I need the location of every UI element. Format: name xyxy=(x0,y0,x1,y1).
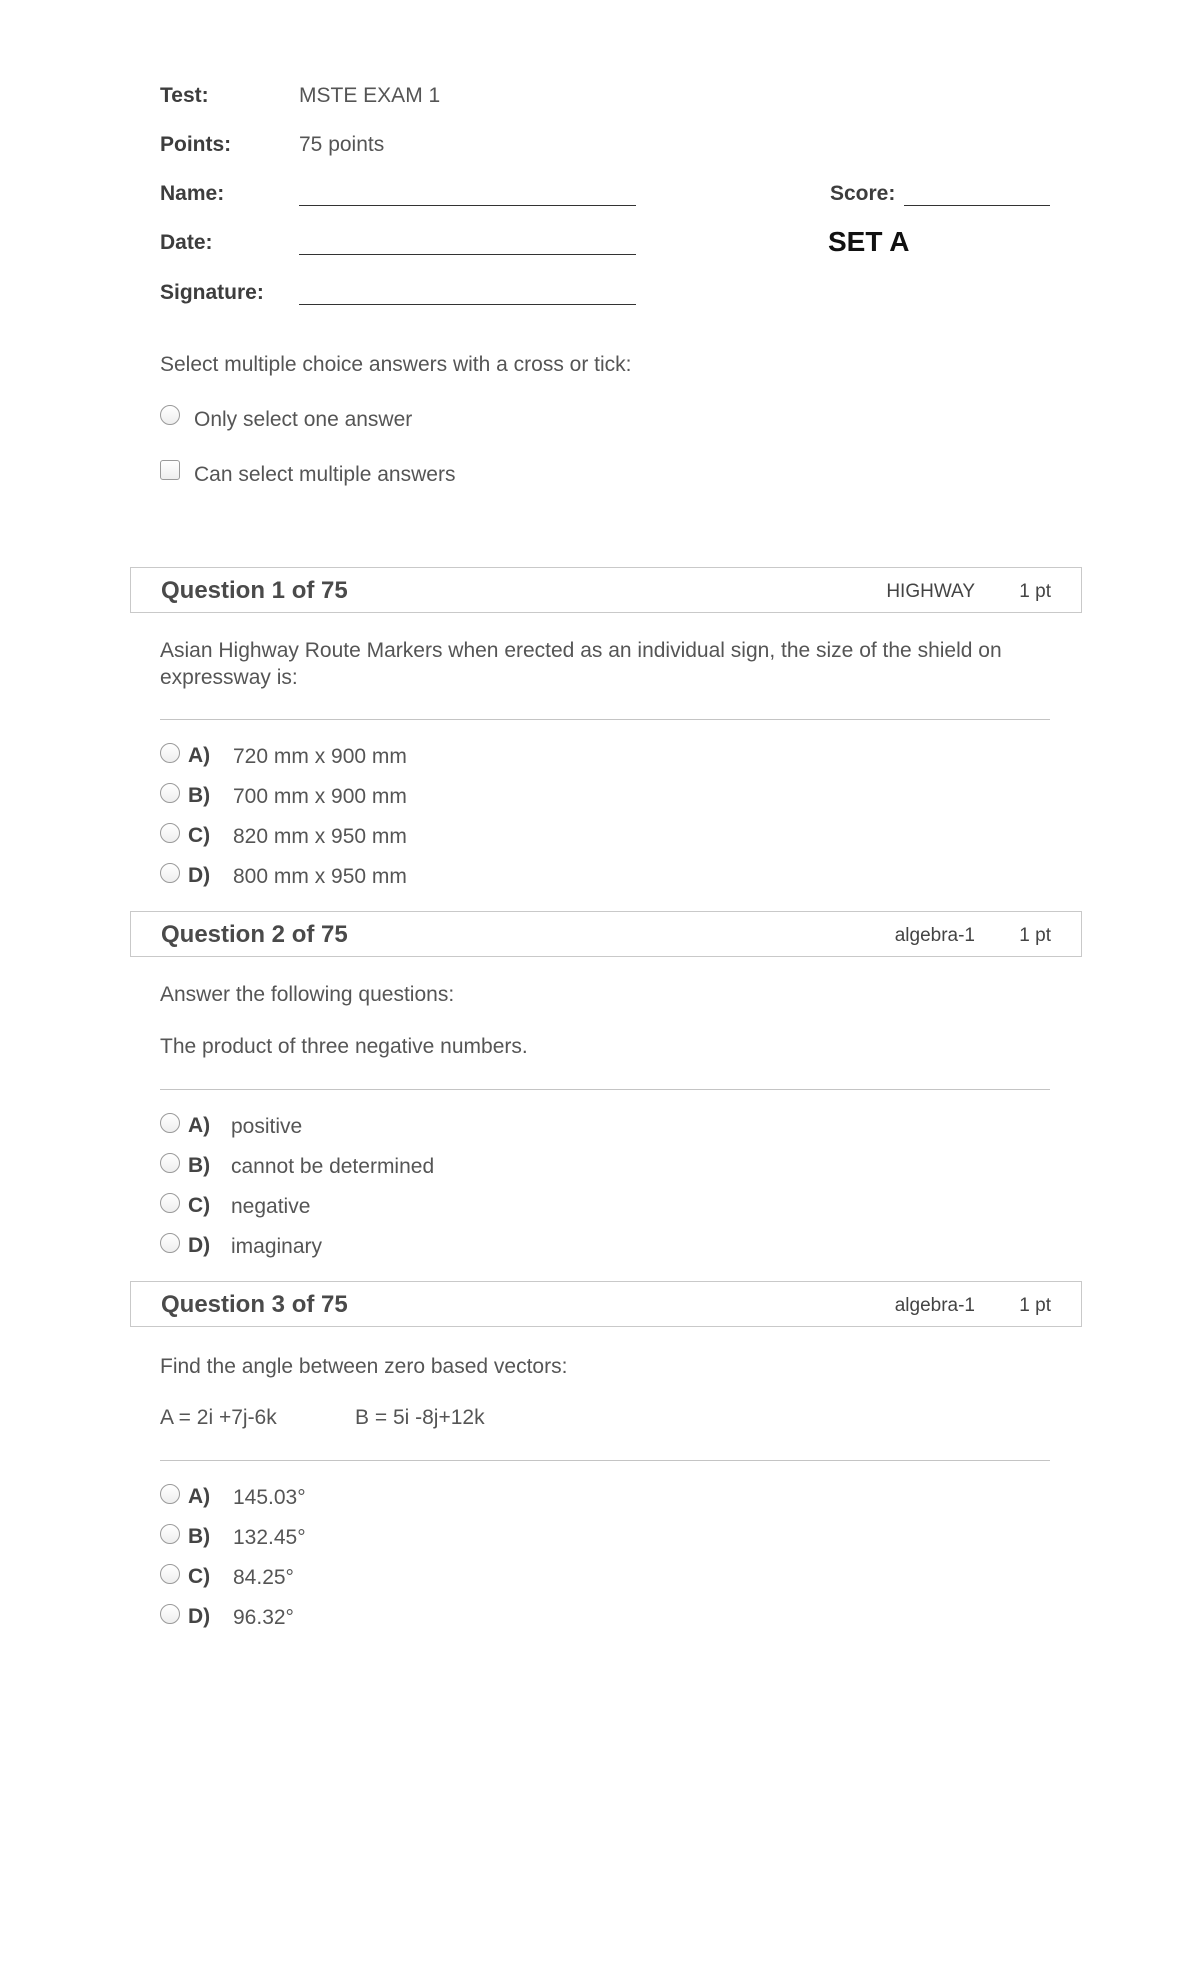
question-header xyxy=(130,567,1082,613)
date-line[interactable] xyxy=(299,254,636,255)
instructions-text: Select multiple choice answers with a cross or tick: xyxy=(160,353,632,376)
answer-radio-d[interactable] xyxy=(160,863,180,883)
option-letter: A) xyxy=(188,1485,211,1508)
option-text: 132.45° xyxy=(233,1526,306,1549)
option-letter: B) xyxy=(188,1154,211,1177)
option-text: 145.03° xyxy=(233,1486,306,1509)
option-letter: A) xyxy=(188,1114,211,1137)
signature-line[interactable] xyxy=(299,304,636,305)
option-letter: B) xyxy=(188,1525,211,1548)
question-category: algebra-1 xyxy=(894,1295,975,1316)
option-text: 800 mm x 950 mm xyxy=(233,865,407,888)
option-text: 820 mm x 950 mm xyxy=(233,825,407,848)
question-title: Question 3 of 75 xyxy=(161,1291,348,1318)
answer-radio-c[interactable] xyxy=(160,1193,180,1213)
question-points: 1 pt xyxy=(1019,1295,1051,1316)
option-text: 84.25° xyxy=(233,1566,294,1589)
answer-radio-d[interactable] xyxy=(160,1604,180,1624)
option-text: imaginary xyxy=(231,1235,323,1258)
question-divider xyxy=(160,719,1050,720)
option-letter: C) xyxy=(188,824,211,847)
question-divider xyxy=(160,1460,1050,1461)
question-text: Find the angle between zero based vectors: xyxy=(160,1355,568,1378)
answer-radio-a[interactable] xyxy=(160,743,180,763)
option-text: positive xyxy=(231,1115,303,1138)
option-letter: D) xyxy=(188,1605,211,1628)
vector-a: A = 2i +7j-6k xyxy=(160,1406,277,1429)
checkbox-icon xyxy=(160,460,180,480)
points-label: Points: xyxy=(160,133,232,156)
option-text: 96.32° xyxy=(233,1606,294,1629)
question-text: The product of three negative numbers. xyxy=(160,1035,528,1058)
answer-radio-c[interactable] xyxy=(160,1564,180,1584)
question-points: 1 pt xyxy=(1019,925,1051,946)
option-letter: A) xyxy=(188,744,211,767)
question-points: 1 pt xyxy=(1019,581,1051,602)
question-category: algebra-1 xyxy=(894,925,975,946)
option-letter: D) xyxy=(188,864,211,887)
option-letter: C) xyxy=(188,1565,211,1588)
question-header xyxy=(130,1281,1082,1327)
test-label: Test: xyxy=(160,84,209,107)
answer-radio-b[interactable] xyxy=(160,1153,180,1173)
score-label: Score: xyxy=(830,182,896,205)
signature-label: Signature: xyxy=(160,281,264,304)
question-title: Question 2 of 75 xyxy=(161,921,348,948)
option-letter: B) xyxy=(188,784,211,807)
vector-b: B = 5i -8j+12k xyxy=(355,1406,485,1429)
single-answer-legend: Only select one answer xyxy=(194,408,413,431)
answer-radio-a[interactable] xyxy=(160,1113,180,1133)
question-divider xyxy=(160,1089,1050,1090)
name-label: Name: xyxy=(160,182,225,205)
question-text: Asian Highway Route Markers when erected as an individual sign, the size of the shield on expressway is: xyxy=(160,639,1002,689)
question-title: Question 1 of 75 xyxy=(161,577,348,604)
score-line[interactable] xyxy=(904,205,1050,206)
option-text: cannot be determined xyxy=(231,1155,435,1178)
option-text: 720 mm x 900 mm xyxy=(233,745,407,768)
answer-radio-b[interactable] xyxy=(160,783,180,803)
question-category: HIGHWAY xyxy=(886,581,975,602)
answer-radio-a[interactable] xyxy=(160,1484,180,1504)
option-text: negative xyxy=(231,1195,311,1218)
test-name: MSTE EXAM 1 xyxy=(299,84,441,107)
question-header xyxy=(130,911,1082,957)
answer-radio-d[interactable] xyxy=(160,1233,180,1253)
answer-radio-c[interactable] xyxy=(160,823,180,843)
name-line[interactable] xyxy=(299,205,636,206)
question-text: Answer the following questions: xyxy=(160,983,455,1006)
radio-icon xyxy=(160,405,180,425)
option-letter: D) xyxy=(188,1234,211,1257)
answer-radio-b[interactable] xyxy=(160,1524,180,1544)
option-letter: C) xyxy=(188,1194,211,1217)
date-label: Date: xyxy=(160,231,213,254)
set-label: SET A xyxy=(828,226,910,257)
multiple-answer-legend: Can select multiple answers xyxy=(194,463,456,486)
option-text: 700 mm x 900 mm xyxy=(233,785,407,808)
points-value: 75 points xyxy=(299,133,385,156)
